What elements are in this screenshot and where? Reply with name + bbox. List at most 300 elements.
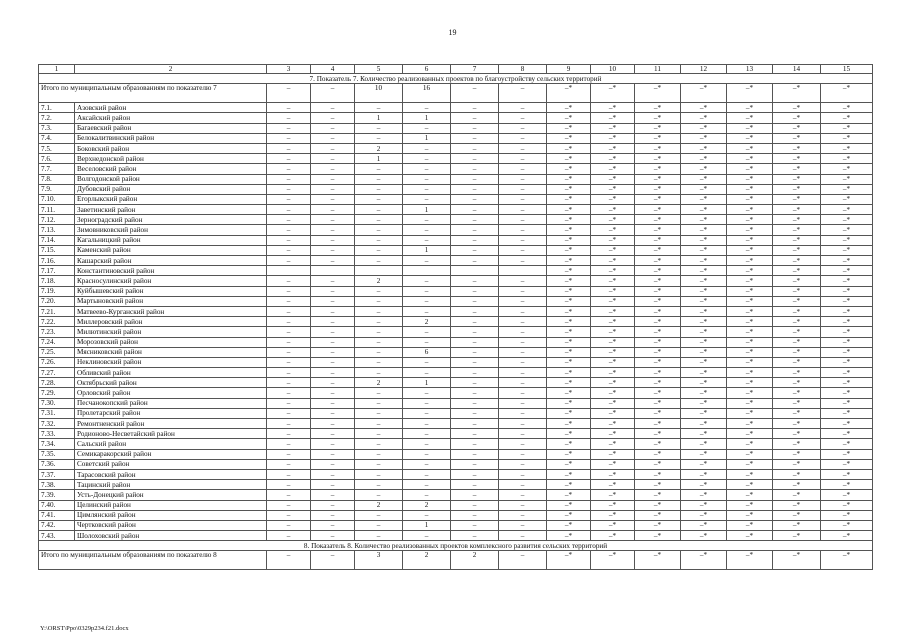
value-cell: –* (547, 164, 591, 174)
value-cell: –* (821, 480, 873, 490)
value-cell: – (267, 286, 311, 296)
value-cell: – (355, 439, 403, 449)
value-cell: – (267, 276, 311, 286)
value-cell: –* (773, 296, 821, 306)
value-cell: –* (591, 357, 635, 367)
value-cell (311, 266, 355, 276)
value-cell: –* (635, 235, 681, 245)
value-cell: –* (773, 500, 821, 510)
value-cell: –* (635, 459, 681, 469)
value-cell: –* (681, 143, 727, 153)
value-cell: –* (681, 256, 727, 266)
district-name: Морозовский район (75, 337, 267, 347)
value-cell: – (355, 490, 403, 500)
value-cell: –* (547, 469, 591, 479)
district-name: Кашарский район (75, 256, 267, 266)
value-cell: – (499, 225, 547, 235)
value-cell: –* (635, 103, 681, 113)
value-cell: –* (591, 500, 635, 510)
value-cell: –* (727, 306, 773, 316)
value-cell: –* (727, 500, 773, 510)
value-cell: –* (773, 357, 821, 367)
value-cell: – (451, 205, 499, 215)
value-cell: –* (773, 276, 821, 286)
column-number: 2 (75, 65, 267, 74)
value-cell: –* (547, 317, 591, 327)
table-row (39, 347, 873, 357)
value-cell: – (355, 164, 403, 174)
value-cell: –* (727, 510, 773, 520)
value-cell: –* (727, 113, 773, 123)
table-row (39, 184, 873, 194)
value-cell: –* (773, 245, 821, 255)
value-cell: –* (821, 378, 873, 388)
value-cell: –* (547, 408, 591, 418)
value-cell: – (311, 449, 355, 459)
value-cell: –* (773, 225, 821, 235)
value-cell: – (403, 531, 451, 541)
value-cell: – (451, 174, 499, 184)
table-row (39, 398, 873, 408)
value-cell: –* (591, 408, 635, 418)
value-cell: –* (773, 378, 821, 388)
value-cell: –* (591, 531, 635, 541)
value-cell: – (267, 205, 311, 215)
value-cell: –* (821, 500, 873, 510)
value-cell: – (451, 520, 499, 530)
value-cell: – (267, 398, 311, 408)
value-cell: –* (681, 84, 727, 103)
value-cell: – (451, 235, 499, 245)
value-cell: –* (591, 429, 635, 439)
value-cell: –* (591, 398, 635, 408)
value-cell: –* (773, 419, 821, 429)
value-cell: –* (681, 205, 727, 215)
value-cell: – (451, 531, 499, 541)
value-cell: – (311, 143, 355, 153)
value-cell (499, 266, 547, 276)
value-cell: – (355, 480, 403, 490)
value-cell: – (311, 378, 355, 388)
value-cell: –* (681, 419, 727, 429)
value-cell: – (403, 439, 451, 449)
value-cell: –* (821, 256, 873, 266)
table-row (39, 368, 873, 378)
value-cell: –* (681, 225, 727, 235)
value-cell: –* (773, 551, 821, 570)
row-number: 7.5. (39, 143, 75, 153)
value-cell: –* (591, 469, 635, 479)
value-cell: – (403, 306, 451, 316)
value-cell: – (451, 296, 499, 306)
value-cell: –* (635, 327, 681, 337)
value-cell: – (311, 306, 355, 316)
value-cell: – (499, 469, 547, 479)
value-cell: – (451, 154, 499, 164)
district-name: Тарасовский район (75, 469, 267, 479)
value-cell: –* (773, 398, 821, 408)
value-cell: –* (681, 551, 727, 570)
value-cell: – (451, 113, 499, 123)
value-cell: – (403, 123, 451, 133)
row-number: 7.28. (39, 378, 75, 388)
value-cell: 6 (403, 347, 451, 357)
value-cell: – (451, 347, 499, 357)
value-cell: – (311, 103, 355, 113)
row-number: 7.25. (39, 347, 75, 357)
row-number: 7.4. (39, 133, 75, 143)
table-row (39, 459, 873, 469)
row-number: 7.12. (39, 215, 75, 225)
value-cell: –* (547, 84, 591, 103)
value-cell: – (311, 286, 355, 296)
value-cell: –* (591, 296, 635, 306)
value-cell: – (403, 327, 451, 337)
value-cell: – (499, 84, 547, 103)
value-cell: –* (547, 551, 591, 570)
value-cell: –* (591, 194, 635, 204)
value-cell: –* (591, 184, 635, 194)
value-cell: –* (821, 103, 873, 113)
value-cell: – (499, 419, 547, 429)
value-cell: – (403, 256, 451, 266)
table-row (39, 419, 873, 429)
value-cell: – (499, 317, 547, 327)
value-cell: –* (547, 306, 591, 316)
row-number: 7.24. (39, 337, 75, 347)
district-name: Тацинский район (75, 480, 267, 490)
value-cell: –* (821, 276, 873, 286)
row-number: 7.16. (39, 256, 75, 266)
value-cell: –* (635, 317, 681, 327)
value-cell: – (311, 174, 355, 184)
table-row (39, 388, 873, 398)
value-cell: –* (635, 276, 681, 286)
value-cell: – (499, 398, 547, 408)
value-cell: – (499, 378, 547, 388)
value-cell: –* (547, 154, 591, 164)
value-cell: – (499, 500, 547, 510)
value-cell: – (499, 368, 547, 378)
district-name: Матвеево-Курганский район (75, 306, 267, 316)
table-row (39, 154, 873, 164)
value-cell: –* (547, 143, 591, 153)
table-row (39, 164, 873, 174)
value-cell: – (403, 184, 451, 194)
value-cell (355, 266, 403, 276)
value-cell (267, 266, 311, 276)
value-cell: – (499, 531, 547, 541)
value-cell: –* (635, 480, 681, 490)
value-cell: – (451, 337, 499, 347)
value-cell: –* (727, 184, 773, 194)
value-cell: – (355, 286, 403, 296)
table-row (39, 357, 873, 367)
value-cell: 1 (355, 113, 403, 123)
row-number: 7.13. (39, 225, 75, 235)
value-cell: –* (635, 266, 681, 276)
district-name: Егорлыкский район (75, 194, 267, 204)
value-cell: –* (727, 337, 773, 347)
value-cell: – (311, 469, 355, 479)
value-cell: – (451, 317, 499, 327)
table-row (39, 133, 873, 143)
value-cell: –* (773, 174, 821, 184)
value-cell: –* (547, 520, 591, 530)
value-cell: – (403, 429, 451, 439)
value-cell: – (311, 123, 355, 133)
value-cell: – (355, 306, 403, 316)
row-number: 7.6. (39, 154, 75, 164)
value-cell: – (499, 133, 547, 143)
table-row (39, 480, 873, 490)
value-cell: –* (591, 143, 635, 153)
value-cell: –* (681, 184, 727, 194)
value-cell: –* (727, 490, 773, 500)
value-cell: – (451, 439, 499, 449)
value-cell: 2 (355, 143, 403, 153)
value-cell: –* (681, 215, 727, 225)
value-cell: – (355, 459, 403, 469)
total-label: Итого по муниципальным образованиям по показателю 8 (39, 551, 267, 570)
value-cell: –* (547, 500, 591, 510)
value-cell: – (451, 256, 499, 266)
column-number: 9 (547, 65, 591, 74)
district-name: Куйбышевский район (75, 286, 267, 296)
value-cell: –* (591, 256, 635, 266)
value-cell: –* (727, 103, 773, 113)
value-cell: – (267, 388, 311, 398)
value-cell: –* (591, 368, 635, 378)
row-number: 7.17. (39, 266, 75, 276)
row-number: 7.30. (39, 398, 75, 408)
value-cell: –* (547, 123, 591, 133)
value-cell: –* (591, 520, 635, 530)
value-cell: –* (591, 215, 635, 225)
value-cell: –* (773, 113, 821, 123)
value-cell: – (267, 520, 311, 530)
value-cell: – (403, 408, 451, 418)
value-cell: –* (681, 296, 727, 306)
table-row (39, 245, 873, 255)
value-cell: – (311, 439, 355, 449)
value-cell: – (499, 245, 547, 255)
value-cell: – (355, 256, 403, 266)
value-cell: – (311, 317, 355, 327)
value-cell: – (311, 256, 355, 266)
value-cell: –* (547, 337, 591, 347)
value-cell: – (499, 103, 547, 113)
row-number: 7.1. (39, 103, 75, 113)
row-number: 7.18. (39, 276, 75, 286)
value-cell: – (311, 408, 355, 418)
district-name: Дубовский район (75, 184, 267, 194)
value-cell: –* (727, 286, 773, 296)
value-cell: –* (727, 551, 773, 570)
value-cell: –* (681, 378, 727, 388)
value-cell: –* (635, 143, 681, 153)
value-cell: – (403, 174, 451, 184)
value-cell: – (451, 306, 499, 316)
value-cell: – (355, 347, 403, 357)
value-cell: – (451, 215, 499, 225)
value-cell: –* (547, 235, 591, 245)
value-cell: –* (547, 490, 591, 500)
value-cell: 2 (451, 551, 499, 570)
value-cell: –* (681, 266, 727, 276)
table-row (39, 510, 873, 520)
value-cell: – (355, 215, 403, 225)
value-cell: –* (547, 245, 591, 255)
value-cell: –* (591, 235, 635, 245)
district-name: Багаевский район (75, 123, 267, 133)
value-cell: –* (591, 123, 635, 133)
column-number: 10 (591, 65, 635, 74)
value-cell: –* (727, 245, 773, 255)
value-cell: – (311, 235, 355, 245)
value-cell: – (451, 123, 499, 133)
row-number: 7.32. (39, 419, 75, 429)
value-cell: –* (773, 84, 821, 103)
value-cell: – (267, 480, 311, 490)
value-cell: – (311, 357, 355, 367)
value-cell: –* (821, 225, 873, 235)
value-cell: – (267, 256, 311, 266)
value-cell: – (267, 184, 311, 194)
value-cell: –* (681, 469, 727, 479)
value-cell: –* (547, 205, 591, 215)
value-cell: – (499, 296, 547, 306)
value-cell: – (267, 357, 311, 367)
value-cell: –* (821, 113, 873, 123)
district-name: Милютинский район (75, 327, 267, 337)
value-cell: – (499, 154, 547, 164)
value-cell: –* (727, 164, 773, 174)
value-cell: –* (681, 337, 727, 347)
value-cell: –* (727, 133, 773, 143)
value-cell: – (311, 164, 355, 174)
district-name: Белокалитвинский район (75, 133, 267, 143)
value-cell: –* (681, 327, 727, 337)
row-number: 7.14. (39, 235, 75, 245)
value-cell: – (311, 429, 355, 439)
value-cell: – (403, 215, 451, 225)
value-cell: – (355, 174, 403, 184)
value-cell: –* (727, 469, 773, 479)
value-cell: – (311, 154, 355, 164)
file-path-footer: Y:\ORST\Ppo\0329p234.f21.docx (40, 625, 129, 632)
value-cell: –* (821, 327, 873, 337)
row-number: 7.8. (39, 174, 75, 184)
value-cell: –* (635, 368, 681, 378)
value-cell: –* (547, 419, 591, 429)
value-cell: –* (635, 225, 681, 235)
value-cell: 10 (355, 84, 403, 103)
row-number: 7.22. (39, 317, 75, 327)
value-cell: – (267, 510, 311, 520)
value-cell: – (499, 174, 547, 184)
value-cell: –* (773, 408, 821, 418)
value-cell: –* (547, 296, 591, 306)
value-cell: –* (635, 398, 681, 408)
value-cell: –* (681, 520, 727, 530)
district-name: Заветинский район (75, 205, 267, 215)
value-cell: –* (773, 235, 821, 245)
value-cell: – (499, 490, 547, 500)
value-cell: –* (681, 429, 727, 439)
value-cell: 2 (355, 500, 403, 510)
value-cell (451, 266, 499, 276)
value-cell: –* (635, 490, 681, 500)
value-cell: –* (635, 164, 681, 174)
value-cell: – (267, 306, 311, 316)
value-cell: –* (681, 510, 727, 520)
value-cell: – (451, 388, 499, 398)
value-cell: – (311, 113, 355, 123)
table-row (39, 490, 873, 500)
column-number-row (39, 65, 873, 74)
table-row (39, 225, 873, 235)
value-cell: –* (773, 327, 821, 337)
value-cell: –* (821, 235, 873, 245)
value-cell: – (267, 337, 311, 347)
value-cell: –* (727, 235, 773, 245)
value-cell: –* (591, 459, 635, 469)
value-cell: –* (635, 449, 681, 459)
table-row (39, 306, 873, 316)
row-number: 7.34. (39, 439, 75, 449)
value-cell: –* (635, 245, 681, 255)
value-cell: –* (635, 84, 681, 103)
value-cell: –* (591, 439, 635, 449)
value-cell: – (355, 408, 403, 418)
value-cell: –* (591, 347, 635, 357)
value-cell: –* (635, 215, 681, 225)
table-row (39, 378, 873, 388)
column-number: 11 (635, 65, 681, 74)
column-number: 12 (681, 65, 727, 74)
row-number: 7.31. (39, 408, 75, 418)
value-cell: – (499, 439, 547, 449)
value-cell: –* (547, 531, 591, 541)
value-cell: – (267, 143, 311, 153)
district-name: Цимлянский район (75, 510, 267, 520)
value-cell: –* (547, 378, 591, 388)
value-cell: – (311, 480, 355, 490)
value-cell: – (267, 500, 311, 510)
value-cell: –* (681, 500, 727, 510)
value-cell: – (403, 480, 451, 490)
value-cell: – (499, 551, 547, 570)
value-cell: – (355, 123, 403, 133)
value-cell: –* (681, 306, 727, 316)
value-cell: – (355, 296, 403, 306)
value-cell: – (451, 459, 499, 469)
value-cell: –* (547, 459, 591, 469)
value-cell: – (499, 276, 547, 286)
value-cell: –* (821, 245, 873, 255)
value-cell: – (355, 133, 403, 143)
value-cell: – (499, 520, 547, 530)
value-cell: – (451, 449, 499, 459)
value-cell: – (499, 194, 547, 204)
value-cell: –* (591, 84, 635, 103)
row-number: 7.10. (39, 194, 75, 204)
value-cell: –* (591, 225, 635, 235)
value-cell: –* (635, 286, 681, 296)
value-cell: –* (547, 480, 591, 490)
row-number: 7.2. (39, 113, 75, 123)
